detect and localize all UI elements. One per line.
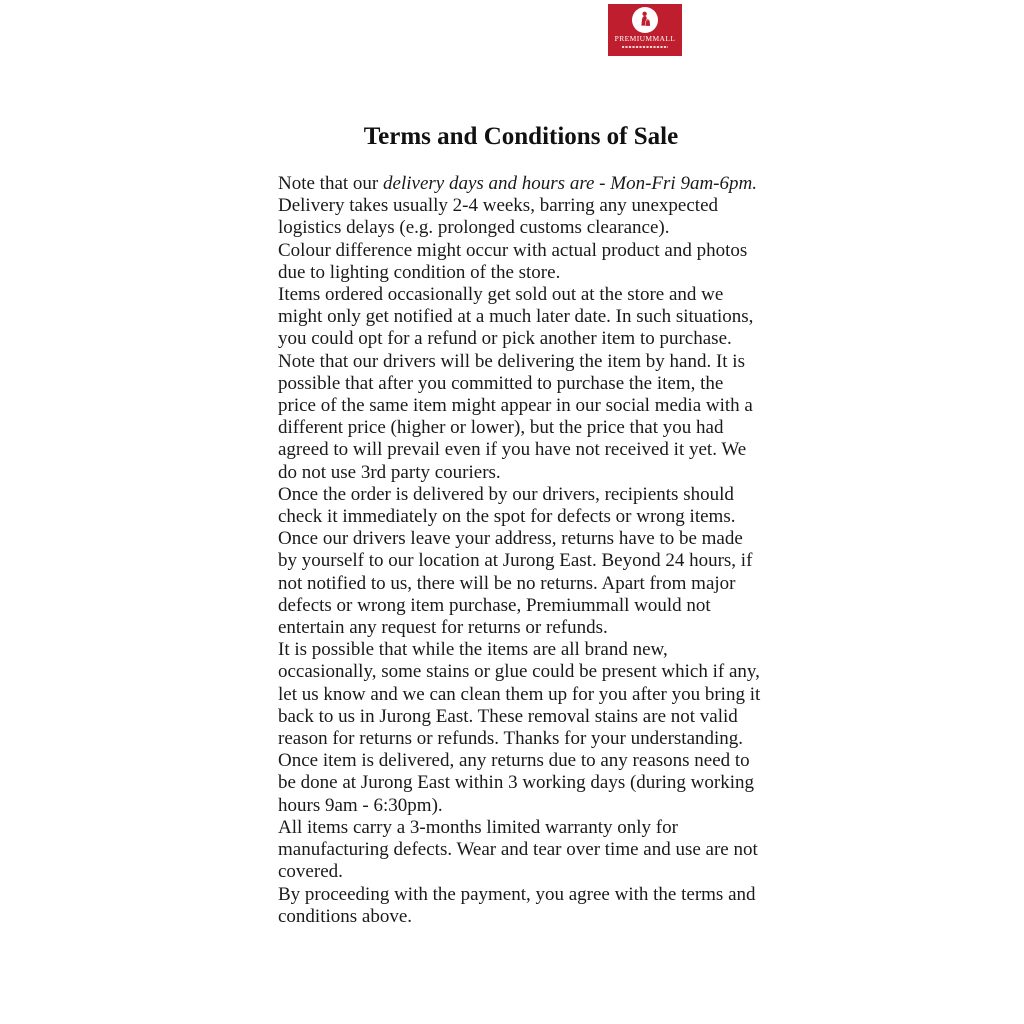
brand-logo bbox=[608, 4, 682, 56]
logo-tagline-line bbox=[622, 46, 668, 48]
paragraph-delivery-duration: Delivery takes usually 2-4 weeks, barring any unexpected logistics delays (e.g. prolonged customs clearance). bbox=[278, 195, 719, 239]
intro-regular-text: Note that our bbox=[278, 173, 384, 194]
paragraph-return-window: Once item is delivered, any returns due to any reasons need to be done at Jurong East within 3 working days (during working hours 9am - 6:30pm). bbox=[278, 750, 754, 816]
paragraph-sold-out: Items ordered occasionally get sold out at the store and we might only get notified at a much later date. In such situations, you could opt for a refund or pick another item to purchase. bbox=[278, 284, 754, 350]
woman-shopper-silhouette-icon bbox=[632, 7, 658, 33]
paragraph-stains-glue: It is possible that while the items are all brand new, occasionally, some stains or glue could be present which if any, let us know and we can clean them up for you after you bring it back to us in Jurong East. These removal stains are not valid reason for returns or refunds. Thanks for your understanding. bbox=[278, 639, 761, 750]
paragraph-returns-policy: Once our drivers leave your address, returns have to be made by yourself to our location at Jurong East. Beyond 24 hours, if not notified to us, there will be no returns. Apart from major defects or wrong item purchase, Premiummall would not entertain any request for returns or refunds. bbox=[278, 528, 753, 639]
page-title: Terms and Conditions of Sale bbox=[363, 123, 679, 150]
document-content bbox=[278, 122, 764, 928]
logo-brand-text: PREMIUMMALL bbox=[614, 34, 676, 43]
paragraph-warranty: All items carry a 3-months limited warranty only for manufacturing defects. Wear and tear over time and use are not covered. bbox=[278, 816, 758, 883]
terms-text-block bbox=[278, 173, 764, 928]
paragraph-hand-delivery-pricing: Note that our drivers will be delivering the item by hand. It is possible that after you committed to purchase the item, the price of the same item might appear in our social media with a different price (higher or lower), but the price that you had agreed to will prevail even if you have not received it yet. We do not use 3rd party couriers. bbox=[278, 350, 753, 483]
intro-italic-text: delivery days and hours are - Mon-Fri 9am-6pm. bbox=[383, 173, 757, 194]
paragraph-check-on-delivery: Once the order is delivered by our drivers, recipients should check it immediately on the spot for defects or wrong items. bbox=[278, 483, 736, 528]
paragraph-colour-difference: Colour difference might occur with actual product and photos due to lighting condition of the store. bbox=[278, 239, 748, 283]
paragraph-payment-agreement: By proceeding with the payment, you agree with the terms and conditions above. bbox=[278, 883, 756, 927]
paragraph-delivery-hours bbox=[278, 173, 764, 195]
